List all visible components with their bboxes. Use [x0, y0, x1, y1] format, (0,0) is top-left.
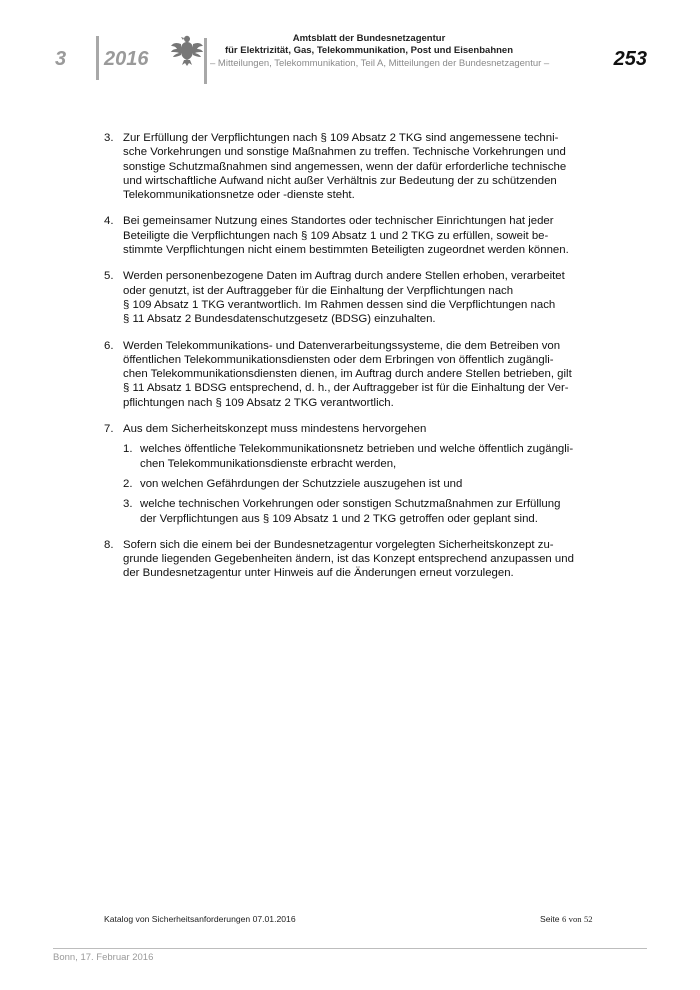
sub-list [123, 442, 594, 525]
text-line: welches öffentliche Telekommunikationsnetz betrieben und welche öffentlich zugängli- [140, 443, 574, 456]
publication-title [210, 33, 528, 56]
footer-document-title: Katalog von Sicherheitsanforderungen 07.01.2016 [104, 914, 296, 924]
text-line: § 109 Absatz 1 TKG verantwortlich. Im Rahmen dessen sind die Verpflichtungen nach [123, 298, 556, 311]
text-line: sonstige Schutzmaßnahmen sind angemessen, wenn der dafür erforderliche technische [123, 160, 567, 173]
text-line: Aus dem Sicherheitskonzept muss mindestens hervorgehen [123, 423, 427, 436]
publication-date: Bonn, 17. Februar 2016 [53, 952, 154, 963]
publication-title-line1: Amtsblatt der Bundesnetzagentur [292, 33, 446, 44]
text-line: § 11 Absatz 1 BDSG entsprechend, d. h., der Auftraggeber ist für die Einhaltung der Ver- [123, 382, 569, 395]
issue-year: 2016 [104, 48, 149, 70]
list-item [104, 131, 594, 202]
footer-page-total: 52 [583, 914, 593, 924]
list-item [104, 422, 594, 526]
footer-page-indicator [540, 914, 593, 924]
sub-item-text [140, 442, 594, 471]
list-item [104, 339, 594, 410]
issue-divider [96, 36, 99, 80]
sub-item-text [140, 477, 594, 491]
text-line: Bei gemeinsamer Nutzung eines Standortes oder technischer Einrichtungen hat jeder [123, 215, 554, 228]
publication-subtitle: – Mitteilungen, Telekommunikation, Teil A, Mitteilungen der Bundesnetzagentur – [210, 58, 550, 69]
item-number: 5. [104, 270, 114, 283]
text-line: der Verpflichtungen aus § 109 Absatz 1 und 2 TKG getroffen oder geplant sind. [140, 512, 538, 525]
item-text [123, 131, 594, 202]
item-text [123, 269, 594, 326]
item-text [123, 422, 594, 526]
sub-item-number: 1. [123, 443, 133, 456]
text-line: oder genutzt, ist der Auftraggeber für die Einhaltung der Verpflichtungen nach [123, 284, 514, 297]
list-item [104, 214, 594, 257]
item-number: 3. [104, 132, 114, 144]
item-number: 4. [104, 215, 114, 228]
text-line: und wirtschaftliche Aufwand nicht außer Verhältnis zur Bedeutung der zu schützenden [123, 174, 557, 187]
text-line: sche Vorkehrungen und sonstige Maßnahmen zu treffen. Technische Vorkehrungen und [123, 146, 566, 159]
sub-list-item [123, 477, 594, 491]
publication-title-line2: für Elektrizität, Gas, Telekommunikation, Post und Eisenbahnen [224, 44, 514, 56]
text-line: von welchen Gefährdungen der Schutzziele auszugehen ist und [140, 477, 463, 490]
bottom-divider [53, 948, 647, 949]
item-text [123, 339, 594, 410]
text-line: Telekommunikationsnetze oder -dienste steht. [123, 189, 355, 202]
text-line: pflichtungen nach § 109 Absatz 2 TKG verantwortlich. [123, 396, 394, 409]
text-line: welche technischen Vorkehrungen oder sonstigen Schutzmaßnahmen zur Erfüllung [140, 498, 561, 511]
sub-item-text [140, 497, 594, 526]
text-line: öffentlichen Telekommunikationsdiensten oder dem Erbringen von öffentlich zugängli- [123, 353, 554, 366]
document-body [104, 131, 594, 593]
text-line: chen Telekommunikationsdiensten dienen, im Auftrag durch andere Stellen betrieben, gilt [123, 368, 572, 381]
item-number: 7. [104, 423, 114, 436]
issue-number: 3 [55, 48, 67, 70]
list-item [104, 269, 594, 326]
text-line: Werden Telekommunikations- und Datenverarbeitungssysteme, die dem Betreiben von [123, 339, 561, 352]
sub-item-number: 3. [123, 498, 133, 511]
text-line: § 11 Absatz 2 Bundesdatenschutzgesetz (BDSG) einzuhalten. [123, 313, 436, 326]
footer-page-prefix: Seite [540, 914, 560, 924]
item-text [123, 214, 594, 257]
footer-page-of: von [568, 914, 582, 924]
text-line: Zur Erfüllung der Verpflichtungen nach § 109 Absatz 2 TKG sind angemessene techni- [123, 132, 559, 144]
sub-item-number: 2. [123, 477, 133, 490]
header-divider [204, 38, 207, 84]
page-number: 253 [613, 48, 647, 70]
list-item [104, 538, 594, 581]
item-number: 8. [104, 538, 114, 551]
footer-page-current: 6 [561, 914, 567, 924]
text-line: grunde liegenden Gegebenheiten ändern, ist das Konzept entsprechend anzupassen und [123, 553, 574, 566]
text-line: stimmte Verpflichtungen nicht einem bestimmten Beteiligten zugeordnet werden können. [123, 244, 569, 257]
item-number: 6. [104, 339, 114, 352]
federal-eagle-icon [170, 33, 204, 67]
sub-list-item [123, 442, 594, 471]
text-line: Sofern sich die einem bei der Bundesnetzagentur vorgelegten Sicherheitskonzept zu- [123, 538, 554, 551]
text-line: chen Telekommunikationsdienste erbracht werden, [140, 457, 397, 470]
text-line: Beteiligte die Verpflichtungen nach § 109 Absatz 1 und 2 TKG zu erfüllen, soweit be- [123, 229, 549, 242]
text-line: Werden personenbezogene Daten im Auftrag durch andere Stellen erhoben, verarbeitet [123, 270, 565, 283]
item-text [123, 538, 594, 581]
sub-list-item [123, 497, 594, 526]
text-line: der Bundesnetzagentur unter Hinweis auf die Änderungen erneut vorzulegen. [123, 567, 514, 580]
